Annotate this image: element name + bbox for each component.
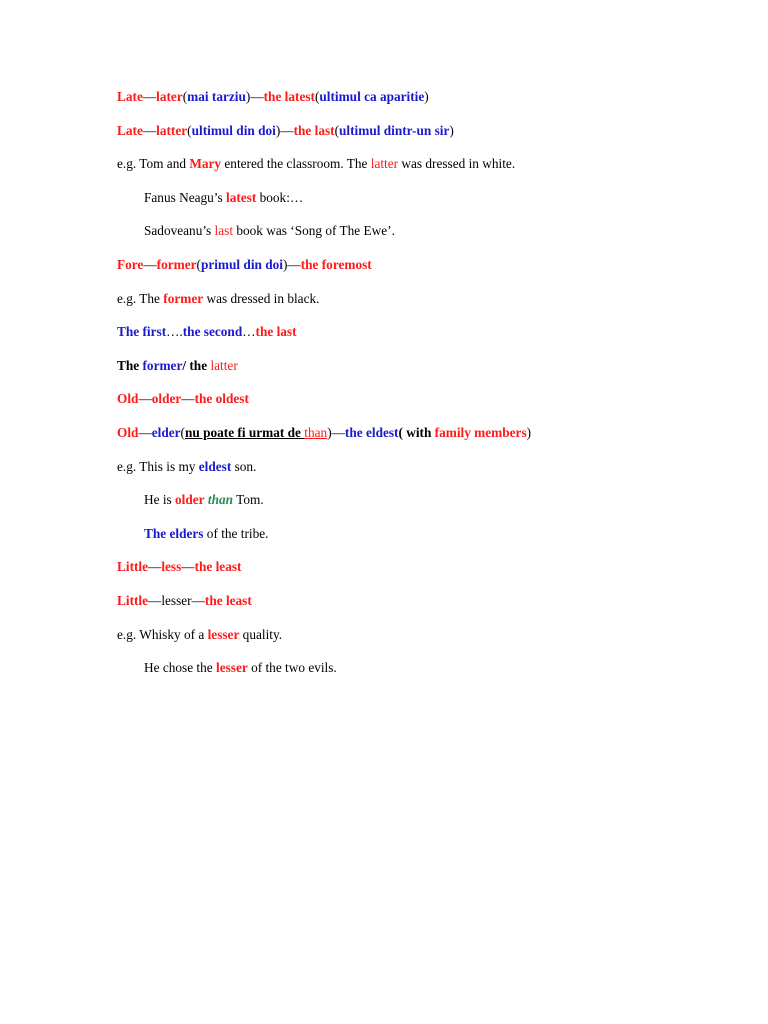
text-segment: / the bbox=[182, 358, 211, 373]
text-segment: later bbox=[156, 89, 183, 104]
text-segment: ( bbox=[187, 123, 192, 138]
text-segment: — bbox=[148, 559, 162, 574]
text-segment: mai tarziu bbox=[187, 89, 246, 104]
text-segment: lesser bbox=[161, 593, 192, 608]
text-segment: of the two evils. bbox=[247, 660, 337, 675]
text-line bbox=[117, 627, 282, 643]
text-segment: elder bbox=[151, 425, 181, 440]
text-segment: Sadoveanu’s bbox=[144, 223, 215, 238]
text-line bbox=[117, 358, 238, 374]
text-segment: the eldest bbox=[344, 425, 399, 440]
text-segment: latest bbox=[226, 190, 257, 205]
text-segment: last bbox=[214, 223, 234, 238]
text-segment: — bbox=[142, 123, 157, 138]
text-line bbox=[117, 459, 256, 475]
text-segment: Late bbox=[117, 89, 143, 104]
text-segment: Tom. bbox=[233, 492, 264, 507]
text-segment: the oldest bbox=[194, 391, 249, 406]
text-line bbox=[144, 190, 303, 206]
text-segment: Fore bbox=[117, 257, 144, 272]
text-line bbox=[117, 324, 297, 340]
text-segment: was dressed in black. bbox=[203, 291, 320, 306]
text-line bbox=[117, 391, 249, 407]
text-segment: ) bbox=[424, 89, 429, 104]
text-segment: than bbox=[304, 425, 328, 440]
text-segment: the latest bbox=[263, 89, 315, 104]
text-segment: ultimul ca aparitie bbox=[319, 89, 425, 104]
text-segment: ) bbox=[449, 123, 454, 138]
text-segment: … bbox=[242, 324, 256, 339]
text-segment: of the tribe. bbox=[203, 526, 269, 541]
text-segment: The elders bbox=[144, 526, 204, 541]
text-segment: ultimul din doi bbox=[191, 123, 276, 138]
text-segment: ( bbox=[180, 425, 185, 440]
text-segment: entered the classroom. The bbox=[221, 156, 371, 171]
text-segment: — bbox=[181, 391, 195, 406]
text-segment: — bbox=[138, 425, 152, 440]
text-segment: — bbox=[142, 89, 157, 104]
text-segment: nu poate fi urmat de bbox=[184, 425, 305, 440]
text-line bbox=[117, 156, 515, 172]
text-segment: was dressed in white. bbox=[398, 156, 516, 171]
text-segment: the last bbox=[293, 123, 335, 138]
text-segment: )— bbox=[282, 257, 301, 272]
text-segment: book was ‘Song of The Ewe’. bbox=[233, 223, 395, 238]
text-segment: He is bbox=[144, 492, 176, 507]
text-segment: )— bbox=[327, 425, 345, 440]
text-segment: book:… bbox=[256, 190, 304, 205]
text-segment: The bbox=[117, 358, 143, 373]
text-segment: — bbox=[143, 257, 157, 272]
text-segment: primul din doi bbox=[200, 257, 283, 272]
text-segment: — bbox=[191, 593, 205, 608]
text-segment: quality. bbox=[239, 627, 283, 642]
text-line bbox=[144, 492, 264, 508]
text-segment: Little bbox=[117, 593, 149, 608]
text-segment: the second bbox=[182, 324, 243, 339]
text-line bbox=[117, 559, 241, 575]
text-segment: latter bbox=[370, 156, 399, 171]
text-segment: ( with bbox=[398, 425, 435, 440]
text-segment: former bbox=[156, 257, 197, 272]
text-segment: the least bbox=[204, 593, 252, 608]
text-segment: — bbox=[181, 559, 195, 574]
text-segment: e.g. This is my bbox=[117, 459, 199, 474]
text-segment: )— bbox=[275, 123, 294, 138]
text-segment: than bbox=[207, 492, 234, 507]
text-segment: ( bbox=[334, 123, 340, 138]
text-segment: ) bbox=[526, 425, 532, 440]
text-segment: The first bbox=[117, 324, 167, 339]
text-segment: He chose the bbox=[144, 660, 216, 675]
text-segment: Old bbox=[117, 391, 139, 406]
text-segment: — bbox=[148, 593, 162, 608]
text-segment: ( bbox=[182, 89, 188, 104]
text-segment: former bbox=[142, 358, 183, 373]
text-line bbox=[117, 123, 454, 139]
text-segment: …. bbox=[166, 324, 183, 339]
text-segment: former bbox=[163, 291, 204, 306]
text-line bbox=[117, 425, 531, 441]
text-segment: older bbox=[151, 391, 182, 406]
text-segment: ultimul dintr-un sir bbox=[339, 123, 450, 138]
text-segment: son. bbox=[231, 459, 257, 474]
text-segment: Little bbox=[117, 559, 149, 574]
text-line bbox=[117, 89, 429, 105]
text-segment: e.g. Tom and bbox=[117, 156, 190, 171]
text-segment: lesser bbox=[207, 627, 240, 642]
text-line bbox=[144, 526, 268, 542]
text-segment: less bbox=[161, 559, 182, 574]
text-line bbox=[117, 593, 252, 609]
text-segment: ( bbox=[314, 89, 320, 104]
text-segment: e.g. The bbox=[117, 291, 164, 306]
text-segment: the last bbox=[255, 324, 297, 339]
text-segment: family members bbox=[434, 425, 527, 440]
text-segment: Old bbox=[117, 425, 139, 440]
text-segment: Mary bbox=[189, 156, 222, 171]
text-line bbox=[117, 291, 319, 307]
text-segment: the foremost bbox=[300, 257, 372, 272]
text-segment: latter bbox=[210, 358, 238, 373]
text-line bbox=[144, 223, 395, 239]
text-segment: ( bbox=[196, 257, 201, 272]
text-segment: lesser bbox=[216, 660, 248, 675]
text-line bbox=[117, 257, 372, 273]
text-segment: older bbox=[175, 492, 205, 507]
text-line bbox=[144, 660, 337, 676]
text-segment: latter bbox=[156, 123, 188, 138]
text-segment: e.g. Whisky of a bbox=[117, 627, 208, 642]
text-segment: the least bbox=[194, 559, 242, 574]
text-segment: Fanus Neagu’s bbox=[144, 190, 226, 205]
text-segment: — bbox=[138, 391, 152, 406]
text-segment: Late bbox=[117, 123, 143, 138]
text-segment: )— bbox=[245, 89, 264, 104]
text-segment: eldest bbox=[198, 459, 232, 474]
